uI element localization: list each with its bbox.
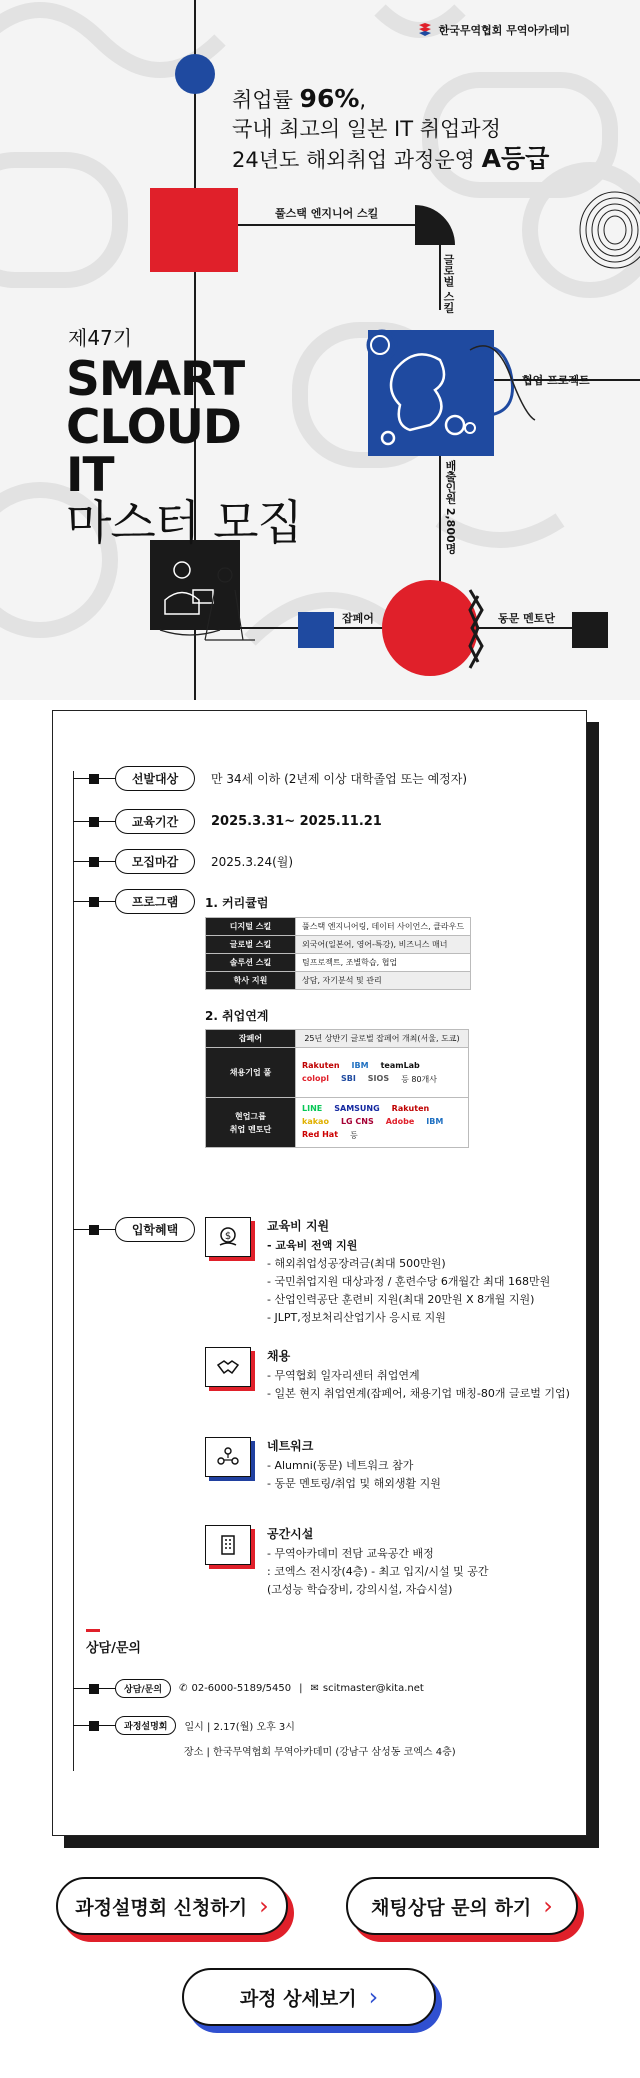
list-item: - 일본 현지 취업연계(잡페어, 채용기업 매칭-80개 글로벌 기업) [267, 1387, 570, 1400]
logo-kakao: kakao [302, 1117, 329, 1126]
table-cell-key: 디지털 스킬 [206, 918, 296, 936]
chat-consult-button[interactable] [346, 1877, 578, 1935]
list-item: - 무역협회 일자리센터 취업연계 [267, 1369, 420, 1382]
table-cell-key: 솔루션 스킬 [206, 954, 296, 972]
deadline-pill: 모집마감 [115, 849, 195, 874]
bullet-square-icon [89, 774, 99, 784]
consult-pill: 상담/문의 [115, 1679, 171, 1698]
deadline-value: 2025.3.24(월) [211, 855, 294, 869]
table-row [206, 1048, 469, 1098]
curriculum-heading: 1. 커리큘럼 [205, 896, 269, 910]
list-item: (고성능 학습장비, 강의시설, 자습시설) [267, 1583, 453, 1596]
bullet-square-icon [89, 1684, 99, 1694]
row-deadline [73, 849, 293, 874]
benefit-title: 채용 [267, 1349, 291, 1363]
bullet-square-icon [89, 1721, 99, 1731]
logo-samsung: SAMSUNG [334, 1104, 380, 1113]
label-project: 협업 프로젝트 [522, 374, 590, 387]
label-mentor: 동문 멘토단 [498, 612, 555, 625]
employ-heading: 2. 취업연계 [205, 1009, 269, 1023]
logo-etc: 등 80개사 [401, 1074, 438, 1084]
bullet-square-icon [89, 857, 99, 867]
timeline-spine [73, 771, 74, 1771]
label-global: 글로벌 스킬 [442, 254, 455, 313]
logo-etc: 등 [350, 1131, 358, 1140]
mentor-logos-cell [296, 1098, 469, 1148]
logo-ibm: IBM [351, 1060, 369, 1070]
session-time: 일시 | 2.17(월) 오후 3시 [184, 1722, 295, 1733]
brand-logo[interactable] [417, 22, 570, 38]
kita-logo-icon [417, 22, 433, 38]
table-cell-key [206, 1098, 296, 1148]
generation-label: 제47기 [68, 326, 133, 350]
logo-lgcns: LG CNS [340, 1117, 374, 1126]
table-cell-key: 잡페어 [206, 1030, 296, 1048]
divider: | [299, 1683, 303, 1694]
building-icon [205, 1525, 251, 1565]
session-pill: 과정설명회 [115, 1716, 176, 1735]
curriculum-table [205, 917, 471, 990]
benefit-title: 공간시설 [267, 1527, 314, 1541]
mentor-logos [302, 1104, 462, 1141]
tagline-line-3: 24년도 해외취업 과정운영 [232, 148, 482, 172]
table-row [206, 936, 471, 954]
bullet-square-icon [89, 1225, 99, 1235]
table-cell-key: 글로벌 스킬 [206, 936, 296, 954]
label-fullstack: 풀스택 엔지니어 스킬 [275, 207, 379, 220]
row-benefits [73, 1217, 195, 1242]
money-icon [205, 1217, 251, 1257]
hero-tagline [232, 84, 549, 175]
chat-consult-label: 채팅상담 문의 하기 [371, 1896, 532, 1919]
table-cell-key: 학사 지원 [206, 972, 296, 990]
logo-teamlab: teamLab [380, 1060, 420, 1070]
row-program [73, 889, 195, 914]
svg-text:$: $ [224, 1231, 232, 1242]
benefit-title: 교육비 지원 [267, 1219, 330, 1233]
bullet-square-icon [89, 897, 99, 907]
logo-redhat: Red Hat [302, 1130, 339, 1139]
logo-sbi: SBI [340, 1073, 356, 1083]
benefit-list [267, 1237, 550, 1327]
table-row [206, 1030, 469, 1048]
title-line-1: SMART [66, 352, 245, 407]
title-line-2: CLOUD [66, 400, 241, 455]
logo-rakuten: Rakuten [302, 1060, 340, 1070]
benefit-list [267, 1545, 488, 1599]
employment-rate: 96% [299, 84, 360, 113]
tagline-comma: , [359, 88, 367, 112]
grade-badge-text: A등급 [481, 144, 550, 173]
mentor-key-line-2: 취업 멘토단 [229, 1124, 272, 1134]
benefit-list [267, 1457, 441, 1493]
page-title [66, 352, 302, 551]
list-item: - 국민취업지원 대상과정 / 훈련수당 6개월간 최대 168만원 [267, 1275, 551, 1288]
phone-icon: ✆ [179, 1683, 188, 1694]
period-value: 2025.3.31~ 2025.11.21 [211, 814, 382, 829]
eligibility-pill: 선발대상 [115, 766, 195, 791]
benefit-pill: 입학혜택 [115, 1217, 195, 1242]
list-item: : 코엑스 전시장(4층) - 최고 입지/시설 및 공간 [267, 1565, 489, 1578]
list-item: - 산업인력공단 훈련비 지원(최대 20만원 X 8개월 지원) [267, 1293, 535, 1306]
employ-table [205, 1029, 469, 1148]
mentor-key-line-1: 현업그룹 [235, 1111, 266, 1121]
bullet-square-icon [89, 817, 99, 827]
label-alumni: 배출인원 2,800명 [444, 460, 457, 554]
title-line-3-rest: 마스터 모집 [66, 496, 302, 551]
recruit-logos-cell [296, 1048, 469, 1098]
logo-line: LINE [302, 1104, 323, 1113]
apply-session-label: 과정설명회 신청하기 [75, 1896, 248, 1919]
list-item: - 해외취업성공장려금(최대 500만원) [267, 1257, 446, 1270]
logo-colopl: colopl [302, 1073, 329, 1083]
table-cell-value: 팀프로젝트, 조별학습, 협업 [296, 954, 471, 972]
list-item: - 동문 멘토링/취업 및 해외생활 지원 [267, 1477, 441, 1490]
eligibility-value: 만 34세 이하 (2년제 이상 대학졸업 또는 예정자) [211, 772, 468, 786]
row-eligibility [73, 766, 467, 791]
logo-adobe: Adobe [385, 1117, 415, 1126]
apply-session-button[interactable] [56, 1877, 288, 1935]
logo-sios: SIOS [367, 1073, 390, 1083]
title-line-3-bold: IT [66, 448, 114, 503]
recruit-logos [302, 1061, 452, 1085]
tagline-prefix: 취업률 [232, 88, 300, 112]
blue-circle-decor [175, 54, 215, 94]
email-link[interactable]: scitmaster@kita.net [322, 1683, 424, 1694]
table-row [206, 918, 471, 936]
table-cell-value: 25년 상반기 글로벌 잡페어 개최(서울, 도쿄) [296, 1030, 469, 1048]
list-item: - Alumni(동문) 네트워크 참가 [267, 1459, 414, 1472]
handshake-icon [205, 1347, 251, 1387]
row-period [73, 809, 382, 834]
info-card [52, 710, 587, 1836]
list-item: - 무역아카데미 전담 교육공간 배정 [267, 1547, 434, 1560]
program-pill: 프로그램 [115, 889, 195, 914]
chevron-right-icon: › [368, 1983, 379, 2011]
course-details-label: 과정 상세보기 [239, 1987, 357, 2010]
phone-number[interactable]: 02-6000-5189/5450 [191, 1683, 292, 1694]
table-cell-value: 상담, 자기분석 및 관리 [296, 972, 471, 990]
row-consult [73, 1679, 424, 1698]
benefit-title: 네트워크 [267, 1439, 314, 1453]
network-icon [205, 1437, 251, 1477]
table-cell-key: 채용기업 풀 [206, 1048, 296, 1098]
session-place: 장소 | 한국무역협회 무역아카데미 (강남구 삼성동 코엑스 4층) [184, 1747, 456, 1758]
brand-logo-text: 한국무역협회 무역아카데미 [438, 24, 570, 37]
table-cell-value: 외국어(일본어, 영어-특강), 비즈니스 매너 [296, 936, 471, 954]
table-row [206, 954, 471, 972]
contact-heading: 상담/문의 [86, 1637, 141, 1656]
label-jobfair: 잡페어 [342, 612, 374, 625]
table-cell-value: 풀스택 엔지니어링, 데이터 사이언스, 클라우드 [296, 918, 471, 936]
logo-rakuten: Rakuten [391, 1104, 430, 1113]
table-row [206, 972, 471, 990]
tagline-line-2: 국내 최고의 일본 IT 취업과정 [232, 117, 501, 141]
list-item: - 교육비 전액 지원 [267, 1239, 358, 1252]
benefit-list [267, 1367, 570, 1403]
table-row [206, 1098, 469, 1148]
course-details-button[interactable] [182, 1968, 436, 2026]
logo-ibm: IBM [426, 1117, 444, 1126]
hero-banner [0, 0, 640, 700]
row-session [73, 1716, 295, 1735]
list-item: - JLPT,정보처리산업기사 응시료 지원 [267, 1311, 446, 1324]
chevron-right-icon: › [259, 1892, 269, 1920]
mail-icon: ✉ [310, 1683, 319, 1694]
chevron-right-icon: › [543, 1892, 553, 1920]
period-pill: 교육기간 [115, 809, 195, 834]
